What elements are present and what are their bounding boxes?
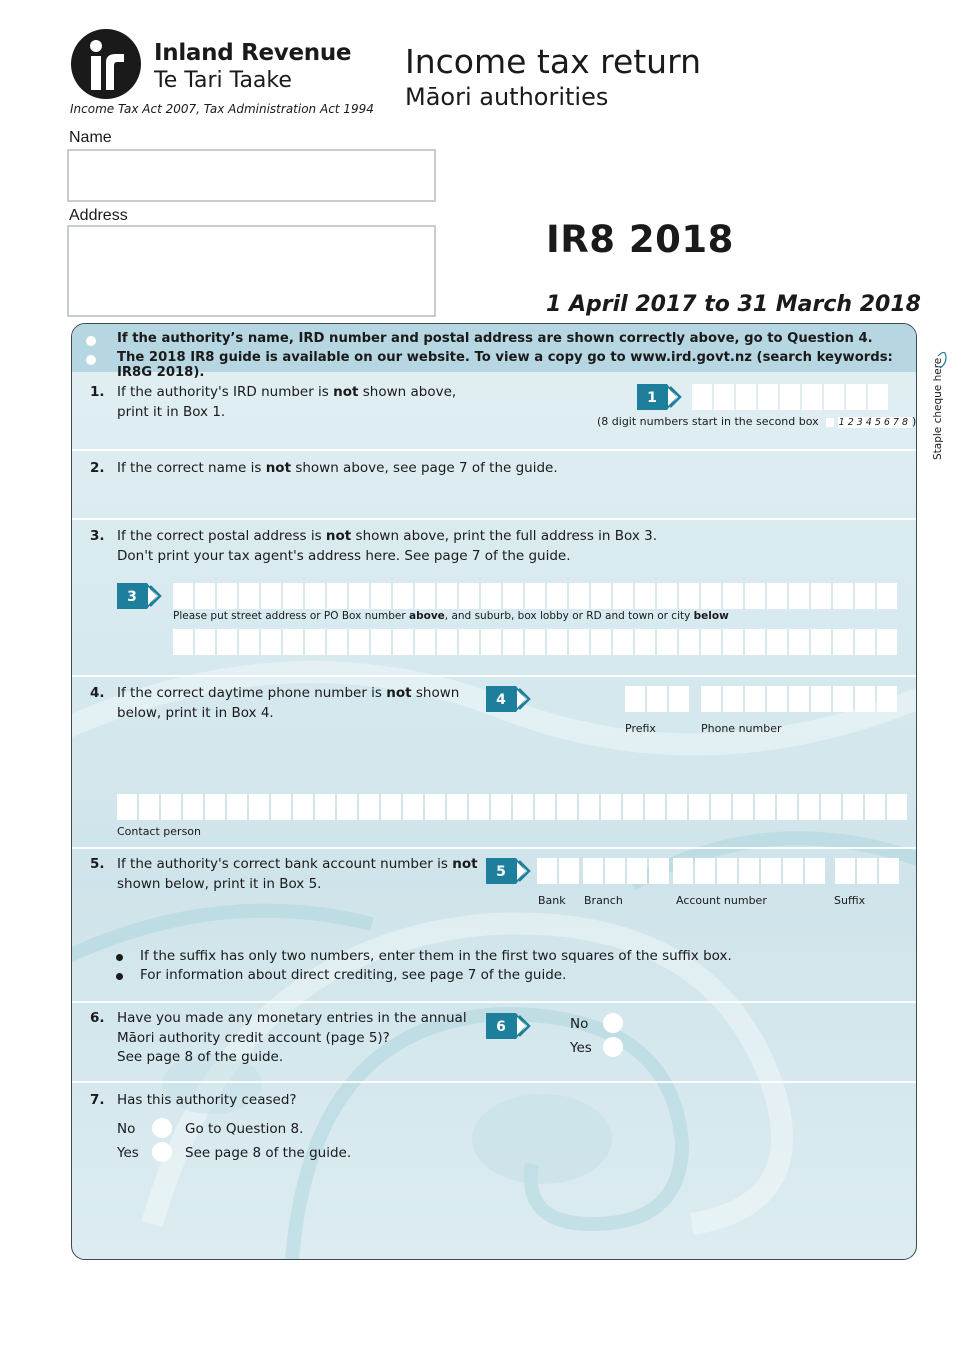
q5-number: 5. [90,856,105,872]
brand-maori-name: Te Tari Taake [154,68,292,93]
char-cell[interactable] [689,794,709,820]
char-cell[interactable] [887,794,907,820]
char-cell[interactable] [349,629,369,655]
char-cell[interactable] [547,629,567,655]
char-cell[interactable] [349,583,369,609]
char-cell[interactable] [547,583,567,609]
q2-text: If the correct name is not shown above, see page 7 of the guide. [117,460,558,476]
char-cell[interactable] [217,629,237,655]
box-3-label: 3 [127,589,137,605]
char-cell[interactable] [745,629,765,655]
char-cell[interactable] [679,583,699,609]
char-cell[interactable] [195,583,215,609]
q1-hint [597,415,916,428]
char-cell[interactable] [481,629,501,655]
char-cell[interactable] [205,794,225,820]
box-1-label: 1 [647,390,657,406]
char-cell[interactable] [161,794,181,820]
row-divider [72,675,916,677]
q1-text-c: shown above, [358,384,457,400]
box-3-tag [117,583,163,609]
box-5-label: 5 [496,864,506,880]
char-cell[interactable] [173,629,193,655]
char-cell[interactable] [833,583,853,609]
char-cell[interactable] [315,794,335,820]
box-5-tag [486,858,532,884]
char-cell[interactable] [217,583,237,609]
form-code: IR8 2018 [546,218,734,261]
address-line-1-input[interactable] [173,583,899,609]
char-cell[interactable] [173,583,193,609]
char-cell[interactable] [139,794,159,820]
char-cell[interactable] [183,794,203,820]
char-cell[interactable] [877,629,897,655]
char-cell[interactable] [799,794,819,820]
q1-hint-text: (8 digit numbers start in the second box [597,415,819,428]
q4-text: If the correct daytime phone number is not shown below, print it in Box 4. [117,685,460,721]
char-cell[interactable] [613,583,633,609]
char-cell[interactable] [447,794,467,820]
q7-yes-action: See page 8 of the guide. [185,1145,352,1161]
bullet-dot [116,954,123,961]
q7-number: 7. [90,1092,105,1108]
char-cell[interactable] [767,583,787,609]
char-cell[interactable] [657,583,677,609]
prefix-label: Prefix [625,722,656,735]
char-cell[interactable] [469,794,489,820]
char-cell[interactable] [503,629,523,655]
char-cell[interactable] [645,794,665,820]
q3-hint: Please put street address or PO Box number above, and suburb, box lobby or RD and town or city below [173,610,729,622]
char-cell[interactable] [777,794,797,820]
char-cell[interactable] [481,583,501,609]
branch-code-input[interactable] [583,858,671,884]
address-label: Address [69,207,128,224]
char-cell[interactable] [381,794,401,820]
char-cell[interactable] [393,629,413,655]
hint-empty-cell [826,418,834,427]
box-6-tag [486,1013,532,1039]
char-cell[interactable] [811,583,831,609]
q7-no-label: No [117,1121,136,1137]
char-cell[interactable] [327,629,347,655]
char-cell[interactable] [569,629,589,655]
char-cell[interactable] [579,794,599,820]
suffix-label: Suffix [834,894,866,907]
char-cell[interactable] [239,583,259,609]
q7-no-action: Go to Question 8. [185,1121,304,1137]
q7-yes-label: Yes [117,1145,139,1161]
phone-number-label: Phone number [701,722,782,735]
form-title: Income tax return [405,42,702,81]
char-cell[interactable] [535,794,555,820]
q6-number: 6. [90,1010,105,1026]
char-cell[interactable] [843,794,863,820]
char-cell[interactable] [855,629,875,655]
char-cell[interactable] [601,794,621,820]
q6-yes-label: Yes [570,1040,592,1056]
char-cell[interactable] [393,583,413,609]
q2-number: 2. [90,460,105,476]
row-divider [72,847,916,849]
q5-text: If the authority's correct bank account number is not shown below, print it in Box 5. [117,856,478,892]
char-cell[interactable] [733,794,753,820]
char-cell[interactable] [249,794,269,820]
box-4-tag [486,686,532,712]
q5-bullet-direct-crediting: For information about direct crediting, see page 7 of the guide. [140,967,567,983]
char-cell[interactable] [271,794,291,820]
bullet-dot [116,973,123,980]
char-cell[interactable] [789,629,809,655]
char-cell[interactable] [239,629,259,655]
char-cell[interactable] [657,629,677,655]
q6-no-radio[interactable] [603,1013,623,1033]
char-cell[interactable] [635,583,655,609]
char-cell[interactable] [833,629,853,655]
note-bullet [86,355,96,365]
q1-text [117,383,456,422]
q6-yes-radio[interactable] [603,1037,623,1057]
contact-person-label: Contact person [117,825,201,838]
q3-number: 3. [90,528,105,544]
branch-label: Branch [584,894,623,907]
q3-text: If the correct postal address is not shown above, print the full address in Box 3. Don't print your tax agent's address here. See page 7 of the guide. [117,528,658,564]
name-label: Name [69,129,112,146]
char-cell[interactable] [591,583,611,609]
char-cell[interactable] [723,583,743,609]
hint-digits: 12345678 [838,417,912,428]
char-cell[interactable] [195,629,215,655]
char-cell[interactable] [855,583,875,609]
q7-text: Has this authority ceased? [117,1092,297,1108]
char-cell[interactable] [525,629,545,655]
row-divider [72,1001,916,1003]
box-1-tag [637,384,683,410]
char-cell[interactable] [701,629,721,655]
legislation-reference: Income Tax Act 2007, Tax Administration Act 1994 [70,102,374,116]
suffix-input[interactable] [835,858,901,884]
char-cell[interactable] [437,629,457,655]
char-cell[interactable] [667,794,687,820]
char-cell[interactable] [821,794,841,820]
row-divider [72,449,916,451]
char-cell[interactable] [755,794,775,820]
contact-person-input[interactable] [117,794,901,820]
row-divider [72,1081,916,1083]
char-cell[interactable] [623,794,643,820]
row-divider [72,518,916,520]
q1-text-a: If the authority's IRD number is [117,384,334,400]
char-cell[interactable] [425,794,445,820]
q7-no-radio[interactable] [152,1118,172,1138]
q1-text-not: not [333,384,359,400]
char-cell[interactable] [525,583,545,609]
q6-text: Have you made any monetary entries in the annual Māori authority credit account (page 5)? See page 8 of the guide. [117,1010,467,1065]
box-4-label: 4 [496,692,506,708]
char-cell[interactable] [877,583,897,609]
address-field[interactable] [67,225,436,317]
q1-hint-close: ) [912,415,917,428]
char-cell[interactable] [459,583,479,609]
char-cell[interactable] [305,583,325,609]
char-cell[interactable] [117,794,137,820]
char-cell[interactable] [337,794,357,820]
char-cell[interactable] [701,583,721,609]
name-field[interactable] [67,149,436,202]
char-cell[interactable] [403,794,423,820]
q1-number: 1. [90,384,105,400]
bank-code-input[interactable] [537,858,581,884]
bank-label: Bank [538,894,566,907]
q6-no-label: No [570,1016,589,1032]
char-cell[interactable] [569,583,589,609]
char-cell[interactable] [371,583,391,609]
char-cell[interactable] [415,629,435,655]
char-cell[interactable] [711,794,731,820]
q5-bullet-suffix: If the suffix has only two numbers, enter them in the first two squares of the suffix box. [140,948,732,964]
char-cell[interactable] [557,794,577,820]
char-cell[interactable] [371,629,391,655]
note-guide-website: The 2018 IR8 guide is available on our website. To view a copy go to www.ird.govt.nz (search keywords: IR8G 2018). [117,350,893,380]
account-number-label: Account number [676,894,767,907]
char-cell[interactable] [613,629,633,655]
char-cell[interactable] [293,794,313,820]
char-cell[interactable] [305,629,325,655]
address-line-2-input[interactable] [173,629,899,655]
char-cell[interactable] [591,629,611,655]
note-correct-details: If the authority’s name, IRD number and postal address are shown correctly above, go to Question 4. [117,331,873,346]
char-cell[interactable] [415,583,435,609]
char-cell[interactable] [283,583,303,609]
q7-yes-radio[interactable] [152,1142,172,1162]
form-panel [71,323,917,1260]
char-cell[interactable] [679,629,699,655]
char-cell[interactable] [767,629,787,655]
char-cell[interactable] [261,629,281,655]
char-cell[interactable] [635,629,655,655]
char-cell[interactable] [359,794,379,820]
form-subtitle: Māori authorities [405,83,609,111]
char-cell[interactable] [723,629,743,655]
char-cell[interactable] [789,583,809,609]
char-cell[interactable] [283,629,303,655]
char-cell[interactable] [491,794,511,820]
q1-text-line2: print it in Box 1. [117,403,226,420]
char-cell[interactable] [811,629,831,655]
char-cell[interactable] [745,583,765,609]
ird-number-input[interactable] [692,384,902,410]
phone-number-input[interactable] [701,686,901,712]
char-cell[interactable] [513,794,533,820]
staple-cheque-text: Staple cheque here [932,357,944,460]
brand-name: Inland Revenue [154,40,352,66]
char-cell[interactable] [503,583,523,609]
q4-number: 4. [90,685,105,701]
phone-prefix-input[interactable] [625,686,691,712]
ir-logo [70,28,142,100]
staple-cheque-marker [924,350,954,470]
note-bullet [86,336,96,346]
char-cell[interactable] [437,583,457,609]
char-cell[interactable] [459,629,479,655]
char-cell[interactable] [261,583,281,609]
char-cell[interactable] [327,583,347,609]
char-cell[interactable] [865,794,885,820]
tax-period: 1 April 2017 to 31 March 2018 [546,292,921,317]
char-cell[interactable] [227,794,247,820]
account-number-input[interactable] [673,858,827,884]
box-6-label: 6 [496,1019,506,1035]
